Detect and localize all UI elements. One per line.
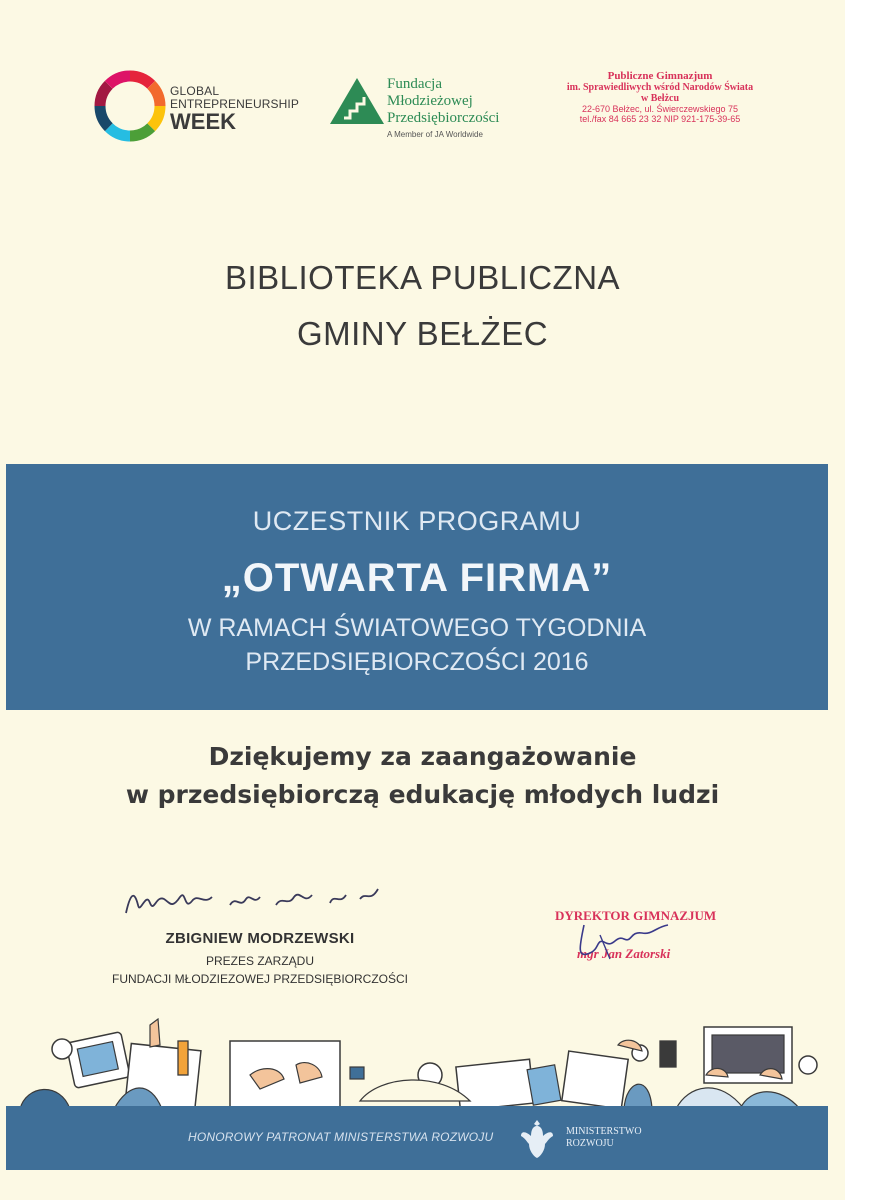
- foundation-line2: Młodzieżowej: [387, 93, 473, 109]
- thanks-message: [0, 738, 845, 814]
- gew-logo: [94, 70, 299, 146]
- recipient-name: [0, 250, 845, 362]
- school-stamp-line2: im. Sprawiedliwych wśród Narodów Świata: [566, 82, 754, 93]
- foundation-triangle-icon: [330, 78, 384, 124]
- footer-patronage: HONOROWY PATRONAT MINISTERSTWA ROZWOJU: [188, 1130, 494, 1144]
- desk-illustration: [0, 1005, 845, 1109]
- director-stamp-name: mgr Jan Zatorski: [577, 946, 671, 961]
- signature-left-icon: [120, 875, 400, 925]
- scan-margin: [845, 0, 873, 1200]
- thanks-line2: w przedsiębiorczą edukację młodych ludzi: [125, 780, 720, 809]
- banner-line1: UCZESTNIK PROGRAMU: [252, 506, 582, 536]
- ministry-label: [566, 1126, 642, 1150]
- gew-line1: GLOBAL: [170, 84, 220, 98]
- ministry-line1: MINISTERSTWO: [566, 1126, 642, 1137]
- school-stamp-line4: 22-670 Bełżec, ul. Świerczewskiego 75: [581, 104, 739, 114]
- banner-program-title: „OTWARTA FIRMA”: [221, 556, 613, 600]
- banner-line3: W RAMACH ŚWIATOWEGO TYGODNIA: [187, 614, 647, 642]
- recipient-line2: GMINY BEŁŻEC: [296, 315, 549, 352]
- school-stamp-line5: tel./fax 84 665 23 32 NIP 921-175-39-65: [579, 114, 741, 124]
- signatory-left: [60, 930, 460, 986]
- gew-line2: ENTREPRENEURSHIP: [170, 97, 299, 111]
- program-banner: [6, 464, 828, 710]
- gew-line3: WEEK: [170, 109, 236, 134]
- eagle-emblem-icon: [519, 1116, 555, 1160]
- foundation-logo: [330, 72, 530, 148]
- signatory-left-org: FUNDACJI MŁODZIEZOWEJ PRZEDSIĘBIORCZOŚCI: [111, 972, 408, 986]
- footer-band: [6, 1106, 828, 1170]
- signatory-left-name: ZBIGNIEW MODRZEWSKI: [165, 930, 355, 947]
- foundation-line3: Przedsiębiorczości: [387, 110, 500, 126]
- foundation-member-note: A Member of JA Worldwide: [387, 130, 483, 139]
- signature-right-icon: [570, 915, 680, 965]
- director-stamp-title: DYREKTOR GIMNAZJUM: [555, 908, 717, 923]
- banner-line4: PRZEDSIĘBIORCZOŚCI 2016: [245, 648, 589, 676]
- ministry-line2: ROZWOJU: [566, 1138, 614, 1149]
- recipient-line1: BIBLIOTEKA PUBLICZNA: [224, 259, 621, 296]
- school-stamp: [560, 70, 760, 124]
- foundation-line1: Fundacja: [387, 76, 442, 92]
- school-stamp-line3: w Bełżcu: [640, 93, 680, 104]
- gew-ring-icon: [94, 70, 166, 142]
- signatory-left-role: PREZES ZARZĄDU: [205, 954, 314, 968]
- thanks-line1: Dziękujemy za zaangażowanie: [208, 742, 637, 771]
- school-stamp-line1: Publiczne Gimnazjum: [607, 70, 713, 82]
